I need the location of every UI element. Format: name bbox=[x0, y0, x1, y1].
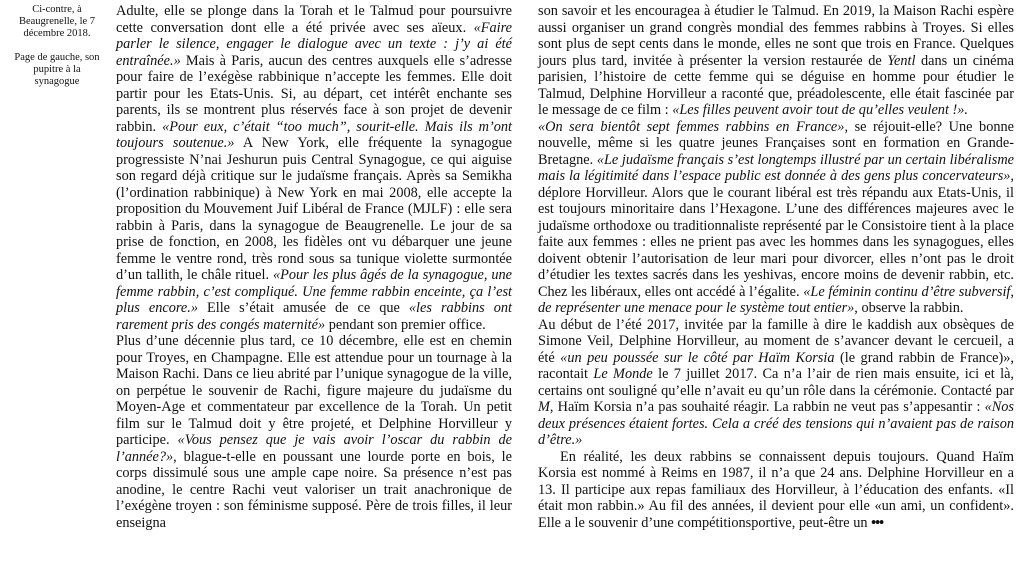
text-column-2 bbox=[538, 3, 1014, 531]
text-run: , Haïm Korsia n’a pas souhaité réagir. La rabbin ne veut pas s’appesantir : bbox=[549, 399, 985, 415]
quote: «On sera bientôt sept femmes rabbins en France» bbox=[538, 118, 845, 135]
paragraph bbox=[538, 119, 1014, 317]
magazine-title: M bbox=[538, 399, 550, 415]
text-run: dans un cinéma parisien, l’histoire de cette femme qui se déguise en homme pour étudier le Talmud, Delphine Horvilleur a raconté que, préadolescente, elle était fascinée par le message de ce film : bbox=[538, 52, 1014, 118]
text-run: son savoir et les encourageа à étudier le Talmud. En 2019, la Maison Rachi espère aussi organiser un grand congrès mondial des femmes rabbins à Troyes. Si elles sont plus de sept cents dans le monde, elles ne sont que trois en France. Quelques jours plus tard, invitée à présenter la version restaurée de bbox=[538, 3, 1014, 69]
quote: «les rabbins ont rarement pris des congés maternité» bbox=[116, 300, 512, 333]
text-column-1 bbox=[116, 3, 512, 531]
film-title: Yentl bbox=[887, 52, 916, 69]
text-run: En réalité, les deux rabbins se connaissent depuis toujours. Quand Haïm Korsia est nommé à Reims en 1987, il n’a que 24 ans. Delphine Horvilleur en a 13. Il participe aux repas familiaux des Horvilleur, à l’éducation des enfants. «Il était mon rabbin.» Au fil des années, il devient pour elle «un ami, un confident». Elle a le souvenir d’une compétitionsportive, peut-être un bbox=[538, 448, 1014, 531]
text-run: , se réjouit-elle? Une bonne nouvelle, même si les quatre jeunes Françaises sont en formation en Grande-Bretagne. bbox=[538, 118, 1014, 168]
quote: «Pour eux, c’était “too much”, sourit-elle. Mais ils m’ont toujours soutenue.» bbox=[116, 118, 512, 151]
text-run: Adulte, elle se plonge dans la Torah et le Talmud pour poursuivre cette conversation dont elle a été privée avec ses aïeux. bbox=[116, 3, 512, 36]
caption-photo-2: Page de gauche, son pupitre à la synagogue bbox=[14, 52, 100, 87]
text-run: , observe la rabbin. bbox=[854, 300, 964, 316]
quote: «un peu poussée sur le côté par Haïm Korsia bbox=[560, 349, 835, 366]
text-run: Plus d’une décennie plus tard, ce 10 décembre, elle est en chemin pour Troyes, en Champagne. Elle est attendue pour un tournage à la Maison Rachi. Dans ce lieu abrité par l’unique synagogue de la ville, on perpétue le souvenir de Rachi, figure majeure du judaïsme du Moyen-Age et commentateur par excellence de la Torah. Un petit film sur le Talmud doit y être projeté, et Delphine Horvilleur y participe. bbox=[116, 333, 512, 448]
text-run: Elle s’était amusée de ce que bbox=[197, 300, 409, 316]
text-run: , déplore Horvilleur. Alors que le courant libéral est très répandu aux Etats-Unis, il est toujours minoritaire dans l’Hexagone. L’une des différences majeures avec le judaïsme orthodoxe ou traditionnaliste représenté par le Consistoire tient à la place faite aux femmes : elles ne prient pas avec les hommes dans les synagogues, elles doivent obtenir l’autorisation de leur mari pour divorcer, elles n’ont pas le droit d’étudier les textes sacrés dans les yeshivas, encore moins de devenir rabbin, etc. Chez les libéraux, elles ont accédé à l’égalite. bbox=[538, 168, 1014, 300]
paragraph bbox=[538, 317, 1014, 449]
paragraph bbox=[538, 449, 1014, 532]
text-run: , blague-t-elle en poussant une lourde porte en bois, le corps dissimulé sous une ample cape noire. Sa présence n’est pas anodine, le centre Rachi veut valoriser un trait anachronique de l’exégène troyen : son féminisme supposé. Père de trois filles, il leur enseigna bbox=[116, 448, 512, 531]
caption-photo-1: Ci-contre, à Beaugrenelle, le 7 décembre 2018. bbox=[18, 4, 96, 39]
text-run: Mais à Paris, aucun des centres auxquels elle s’adresse pour faire de l’exégèse rabbinique n’accepte les femmes. Elle doit partir pour les Etats-Unis. Si, au départ, cet intérêt enchante ses parents, ils se montrent plus réservés face à son projet de devenir rabbin. bbox=[116, 52, 512, 135]
text-run: (le grand rabbin de France)», racontait bbox=[538, 349, 1015, 382]
quote: «Nos deux présences étaient fortes. Cela a créé des tensions qui n’avaient pas de raison d’être.» bbox=[538, 399, 1014, 448]
quote: «Faire parler le silence, engager le dialogue avec un texte : j’y ai été entraînée.» bbox=[116, 19, 512, 69]
text-run: le 7 juillet 2017. Ca n’a l’air de rien mais ensuite, ici et là, certains ont souligné qu’elle n’avait eu qu’un rôle dans la cérémonie. Contacté par bbox=[538, 366, 1014, 399]
text-run: Au début de l’été 2017, invitée par la famille à dire le kaddish aux obsèques de Simone Veil, Delphine Horvilleur, au moment de s’avancer devant le cercueil, a été bbox=[538, 316, 1014, 366]
quote: «Vous pensez que je vais avoir l’oscar du rabbin de l’année?» bbox=[116, 432, 512, 465]
continued-marker: ••• bbox=[871, 514, 884, 531]
text-run: pendant son premier office. bbox=[325, 316, 486, 333]
quote: «Les filles peuvent avoir tout de qu’elles veulent !». bbox=[672, 102, 968, 118]
photo-captions bbox=[14, 4, 100, 100]
quote: «Le féminin continu d’être subversif, de représenter une menace pour le système tout entier» bbox=[538, 283, 1014, 316]
text-run: A New York, elle fréquente la synagogue progressiste N’nai Jeshurun puis Central Synagogue, ce qui aiguise son regard déjà critique sur le judaïsme français. Après sa Semikha (l’ordination rabbinique) à New York en mai 2008, elle accepte la proposition du Mouvement Juif Libéral de France (MJLF) : elle sera rabbin à Paris, dans la synagogue de Beaugrenelle. Le jour de sa prise de fonction, en 2008, les fidèles ont vu débarquer une jeune femme le ventre rond, très rond sous sa tunique violette surmontée d’un tallith, le châle rituel. bbox=[116, 135, 512, 283]
quote: «Pour les plus âgés de la synagogue, une femme rabbin, c’est compliqué. Une femme rabbin enceinte, ça l’est plus encore.» bbox=[116, 267, 512, 316]
newspaper-title: Le Monde bbox=[593, 366, 653, 382]
paragraph bbox=[116, 3, 512, 333]
paragraph bbox=[116, 333, 512, 531]
quote: «Le judaïsme français s’est longtemps illustré par un certain libéralisme mais la légitimité dans l’espace public est donnée à des gens plus concervateurs» bbox=[538, 151, 1014, 184]
paragraph bbox=[538, 3, 1014, 119]
